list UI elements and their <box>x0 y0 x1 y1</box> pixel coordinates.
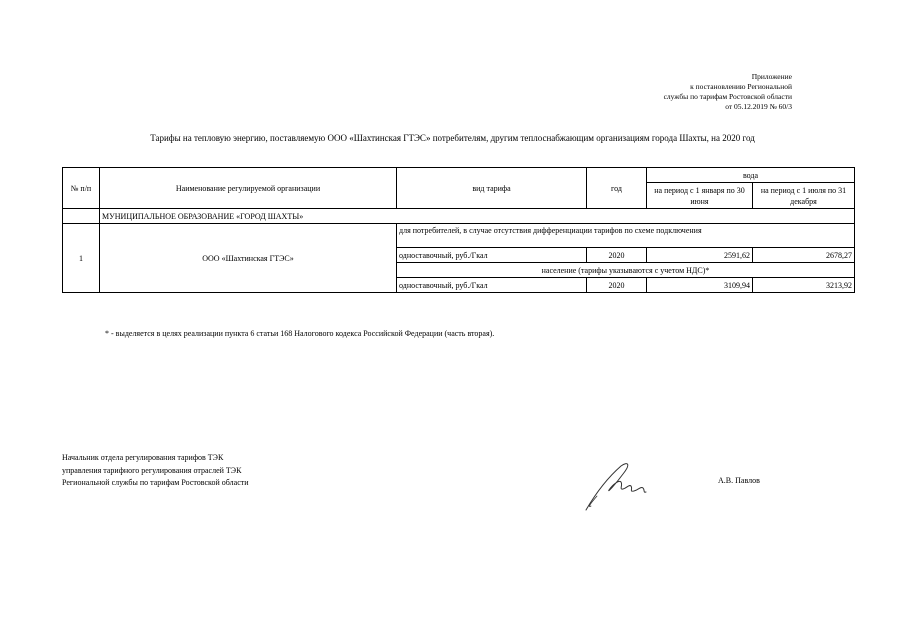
header-org: Наименование регулируемой организации <box>100 168 397 209</box>
tariff-value-h1: 3109,94 <box>647 278 753 293</box>
appendix-line: от 05.12.2019 № 60/3 <box>725 102 792 111</box>
header-type: вид тарифа <box>397 168 587 209</box>
footnote: * - выделяется в целях реализации пункта 6 статьи 168 Налогового кодекса Российской Федерации (часть вторая). <box>105 329 495 338</box>
header-row <box>63 168 855 183</box>
section-label: для потребителей, в случае отсутствия дифференциации тарифов по схеме подключения <box>397 224 855 248</box>
tariff-type: одноставочный, руб./Гкал <box>397 248 587 263</box>
tariff-value-h1: 2591,62 <box>647 248 753 263</box>
tariff-value-h2: 3213,92 <box>753 278 855 293</box>
header-water: вода <box>647 168 855 183</box>
table-row <box>63 224 855 248</box>
table-row <box>63 209 855 224</box>
appendix-header <box>664 72 792 112</box>
appendix-line: Приложение <box>751 72 792 81</box>
row-number: 1 <box>63 224 100 293</box>
header-num: № п/п <box>63 168 100 209</box>
appendix-line: службы по тарифам Ростовской области <box>663 92 792 101</box>
empty-cell <box>63 209 100 224</box>
section-label: население (тарифы указываются с учетом НДС)* <box>397 263 855 278</box>
tariff-type: одноставочный, руб./Гкал <box>397 278 587 293</box>
handwritten-signature <box>583 458 668 513</box>
signatory-line: управления тарифного регулирования отраслей ТЭК <box>62 465 242 475</box>
tariff-year: 2020 <box>587 248 647 263</box>
signatory-name: А.В. Павлов <box>718 476 760 485</box>
signatory-title <box>62 452 249 490</box>
appendix-line: к постановлению Региональной <box>690 82 792 91</box>
municipality-row: МУНИЦИПАЛЬНОЕ ОБРАЗОВАНИЕ «ГОРОД ШАХТЫ» <box>100 209 855 224</box>
tariff-year: 2020 <box>587 278 647 293</box>
tariff-value-h2: 2678,27 <box>753 248 855 263</box>
header-period-1: на период с 1 января по 30 июня <box>647 183 753 209</box>
org-name: ООО «Шахтинская ГТЭС» <box>100 224 397 293</box>
signatory-line: Региональной службы по тарифам Ростовской области <box>62 478 249 487</box>
tariff-table <box>62 167 855 293</box>
signatory-line: Начальник отдела регулирования тарифов ТЭК <box>62 453 224 462</box>
document-title: Тарифы на тепловую энергию, поставляемую ООО «Шахтинская ГТЭС» потребителям, другим теплоснабжающим организациям города Шахты, на 2020 год <box>150 133 755 143</box>
header-year: год <box>587 168 647 209</box>
header-period-2: на период с 1 июля по 31 декабря <box>753 183 855 209</box>
